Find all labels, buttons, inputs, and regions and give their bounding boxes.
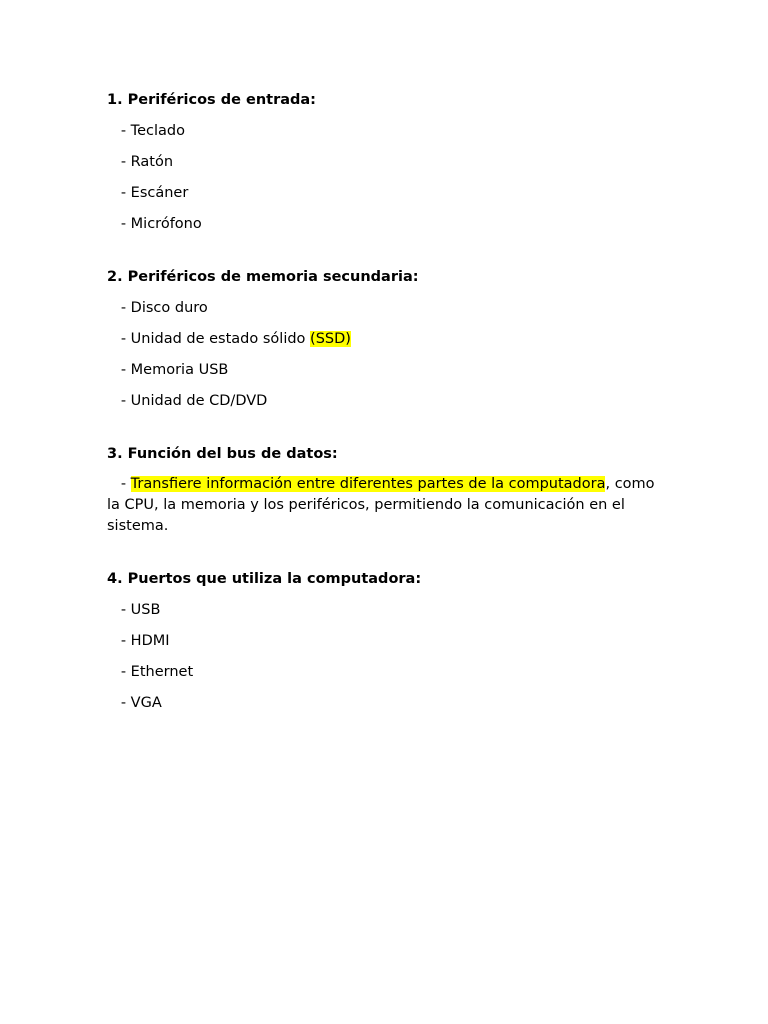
list-item: - Teclado xyxy=(120,123,185,139)
list-item: - Unidad de CD/DVD xyxy=(120,393,268,409)
section-secondary-memory xyxy=(107,266,667,412)
list-item: - Escáner xyxy=(120,185,189,201)
list-item: - HDMI xyxy=(120,633,170,649)
list-item: - USB xyxy=(120,602,161,618)
section-heading: 2. Periféricos de memoria secundaria: xyxy=(107,269,419,285)
highlighted-text: Transfiere información entre diferentes partes de la computadora xyxy=(130,476,606,492)
section-data-bus xyxy=(107,443,667,537)
list-item: - Micrófono xyxy=(120,216,202,232)
highlighted-text: (SSD) xyxy=(310,331,351,347)
list-item: - Ethernet xyxy=(120,664,194,680)
section-ports xyxy=(107,568,667,714)
section-heading: 1. Periféricos de entrada: xyxy=(107,92,316,108)
document-page xyxy=(107,89,667,745)
list-item: - Disco duro xyxy=(120,300,208,316)
section-input-peripherals xyxy=(107,89,667,235)
list-item: - Unidad de estado sólido (SSD) xyxy=(120,331,351,347)
list-item: - Memoria USB xyxy=(120,362,229,378)
paragraph: - Transfiere información entre diferentes partes de la computadora, como la CPU, la memoria y los periféricos, permitiendo la comunicación en el sistema. xyxy=(107,476,655,534)
list-item: - Ratón xyxy=(120,154,174,170)
section-heading: 3. Función del bus de datos: xyxy=(107,446,338,462)
section-heading: 4. Puertos que utiliza la computadora: xyxy=(107,571,422,587)
list-item: - VGA xyxy=(120,695,162,711)
